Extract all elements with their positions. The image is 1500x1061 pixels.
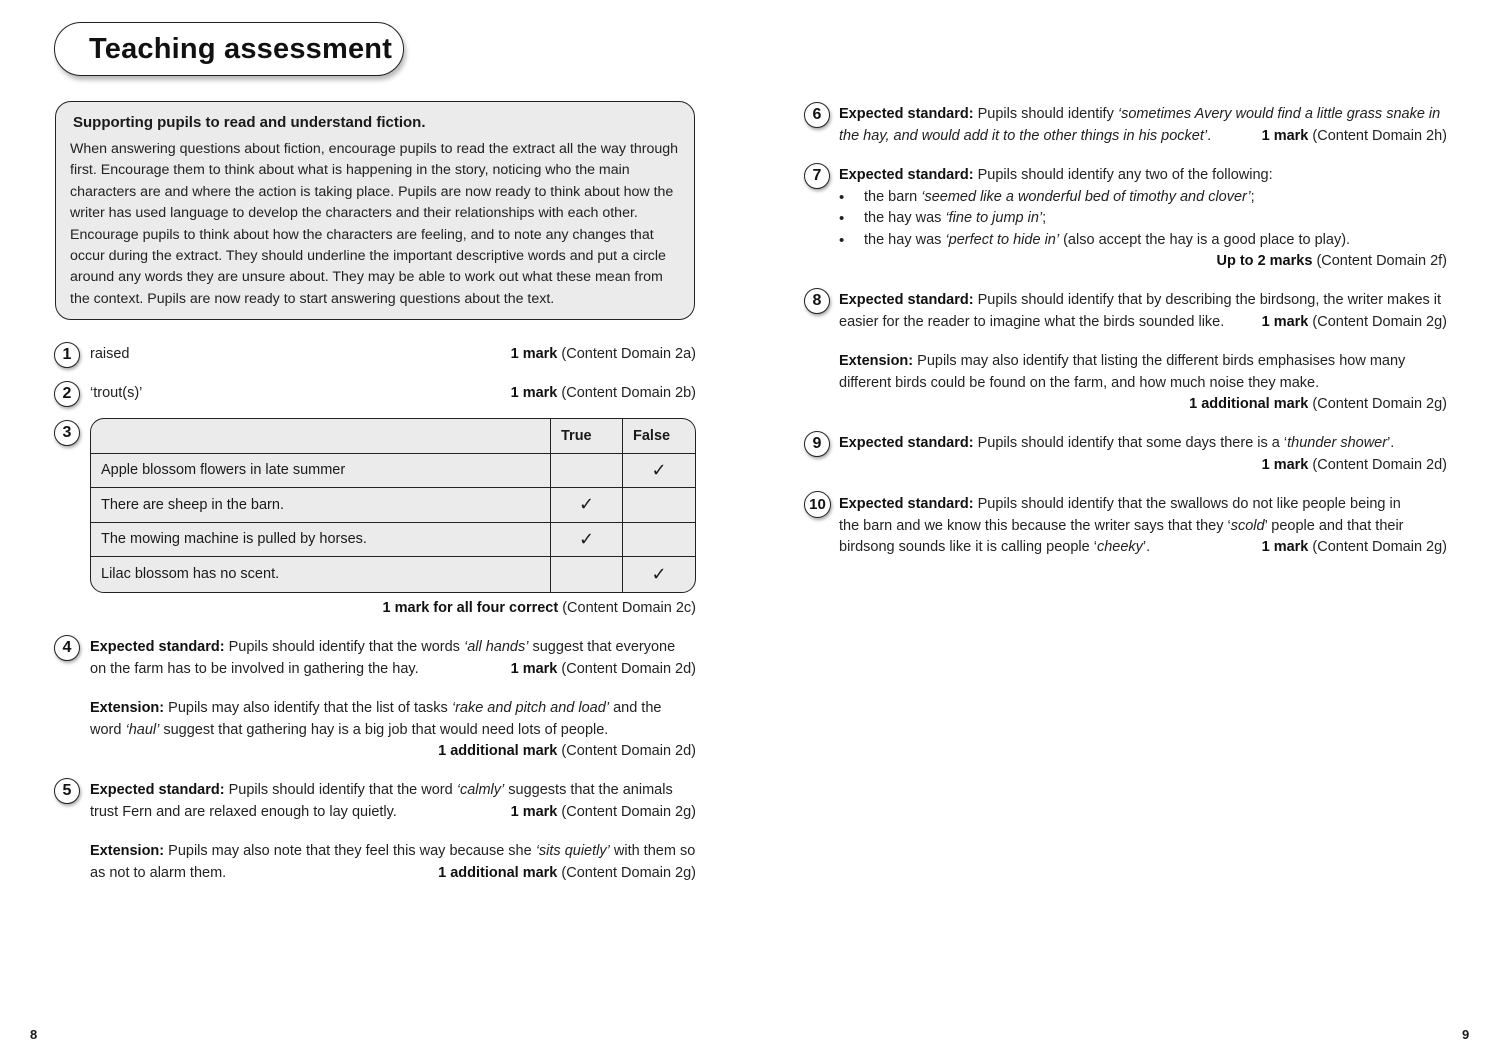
q5-expected-line2	[90, 802, 696, 824]
q4-quote: ‘all hands’	[463, 639, 529, 655]
q4-extension-line1	[90, 698, 696, 720]
false-cell	[623, 488, 695, 523]
q1-mark-line	[511, 344, 696, 366]
q4-expected-line1	[90, 637, 696, 659]
question-10	[839, 494, 1447, 559]
q2-answer: ‘trout(s)’	[90, 385, 143, 401]
q7-quote: ‘perfect to hide in’	[945, 231, 1060, 248]
table-row	[91, 557, 695, 592]
question-number-6: 6	[804, 102, 830, 128]
q8-ext-text: Pupils may also identify that listing the different birds emphasises how many	[917, 353, 1406, 370]
q10-text: ’ people and that their	[1264, 517, 1404, 534]
q4-ext-quote: ‘rake and pitch and load’	[451, 700, 610, 717]
table-row	[91, 523, 695, 558]
q7-bullet-list	[839, 187, 1447, 252]
q5-text: trust Fern and are relaxed enough to lay quietly.	[90, 803, 397, 820]
false-cell	[623, 557, 695, 592]
q10-line3	[839, 537, 1150, 559]
q5-extension-line2	[90, 863, 696, 885]
q4-extension-line2	[90, 720, 696, 742]
true-cell	[551, 557, 623, 592]
q4-domain: (Content Domain 2d)	[561, 660, 696, 677]
support-panel	[55, 101, 695, 320]
table-header-row	[91, 419, 695, 454]
q6-quote: the hay, and would add it to the other things in his pocket’	[839, 127, 1208, 144]
q4-text: on the farm has to be involved in gathering the hay.	[90, 660, 419, 677]
check-mark-icon: ✓	[651, 563, 667, 584]
q6-text: Pupils should identify	[977, 106, 1118, 122]
q6-domain: (Content Domain 2h)	[1312, 127, 1447, 144]
q8-mark-line	[1262, 312, 1447, 334]
q4-ext-text: Pupils may also identify that the list of tasks	[168, 700, 452, 717]
list-item	[839, 230, 1447, 252]
q8-text: easier for the reader to imagine what the birds sounded like.	[839, 313, 1225, 330]
q8-expected-line1	[839, 290, 1447, 312]
q10-text: ’.	[1142, 539, 1151, 556]
support-body: When answering questions about fiction, encourage pupils to read the extract all the way through first. Encourage them to think about what is happening in the story, noticing who the main characters are and where the action is taking place. Pupils are now ready to think about how the writer has used language to develop the characters and their relationships with each other. Encourage pupils to think about how the characters are feeling, and to note any changes that occur during the extract. They should underline the important descriptive words and put a circle around any words they are unsure about. They may be able to work out what these mean from the context. Pupils are now ready to start answering questions about the text.	[70, 141, 679, 307]
expected-label: Expected standard:	[839, 106, 974, 122]
q5-ext-text: as not to alarm them.	[90, 864, 227, 881]
q1-mark: 1 mark	[510, 346, 558, 362]
q5-mark: 1 mark	[510, 803, 558, 820]
support-heading: Supporting pupils to read and understand fiction.	[73, 114, 426, 131]
q5-expected-line1	[90, 780, 696, 802]
q5-extension-line1	[90, 841, 696, 863]
table-row	[91, 454, 695, 489]
q4-text: Pupils should identify that the words	[228, 639, 464, 655]
q1-answer: raised	[90, 346, 130, 362]
q2-mark-line	[511, 383, 696, 405]
q6-quote: ‘sometimes Avery would find a little grass snake in	[1117, 106, 1441, 122]
q7-quote: ‘fine to jump in’	[945, 210, 1043, 227]
true-cell	[551, 523, 623, 558]
q5-mark-line	[511, 802, 696, 824]
q8-ext-mark: 1 additional mark	[1189, 396, 1309, 413]
statement-cell: There are sheep in the barn.	[91, 488, 551, 523]
q10-domain: (Content Domain 2g)	[1312, 539, 1447, 556]
q4-mark-line	[511, 659, 696, 681]
list-item	[839, 187, 1447, 209]
expected-label: Expected standard:	[839, 292, 974, 308]
check-mark-icon: ✓	[578, 528, 595, 549]
q10-mark-line	[1262, 537, 1447, 559]
q5-domain: (Content Domain 2g)	[561, 803, 696, 820]
q4-ext-domain: (Content Domain 2d)	[561, 743, 696, 760]
q6-line2	[839, 126, 1211, 148]
q6-expected-line2	[839, 126, 1447, 148]
q6-mark: 1 mark	[1261, 127, 1309, 144]
q7-text: Pupils should identify any two of the following:	[977, 167, 1273, 183]
true-cell	[551, 454, 623, 489]
q5-text: Pupils should identify that the word	[228, 782, 457, 798]
question-number-5: 5	[54, 778, 80, 804]
q8-mark: 1 mark	[1261, 313, 1309, 330]
table-row	[91, 488, 695, 523]
q5-ext-quote: ‘sits quietly’	[535, 843, 610, 860]
q2-mark: 1 mark	[510, 385, 558, 401]
q10-quote: cheeky	[1096, 539, 1143, 556]
question-5	[90, 780, 696, 884]
q7-text: ;	[1042, 210, 1047, 227]
q5-ext-mark: 1 additional mark	[438, 864, 558, 881]
q7-text: the barn	[864, 188, 922, 205]
q7-text: the hay was	[864, 231, 946, 248]
q5-ext-text: Pupils may also note that they feel this way because she	[168, 843, 536, 860]
q7-mark: Up to 2 marks	[1216, 253, 1313, 270]
q3-domain: (Content Domain 2c)	[562, 600, 696, 616]
q4-ext-mark: 1 additional mark	[438, 743, 558, 760]
q4-ext-text: and the	[609, 700, 662, 717]
true-false-table	[90, 418, 696, 593]
q10-quote: scold	[1230, 517, 1265, 534]
page-number-left: 8	[30, 1027, 38, 1042]
page-title: Teaching assessment	[89, 32, 393, 65]
q9-mark: 1 mark	[1261, 456, 1309, 473]
q5-ext-mark-line	[438, 863, 696, 885]
expected-label: Expected standard:	[90, 639, 225, 655]
q10-expected-line2	[839, 516, 1447, 538]
q4-mark: 1 mark	[510, 660, 558, 677]
table-header-statement	[91, 419, 551, 454]
q10-mark: 1 mark	[1261, 539, 1309, 556]
false-cell	[623, 523, 695, 558]
question-number-10: 10	[804, 491, 831, 518]
q5-quote: ‘calmly’	[456, 782, 505, 798]
q6-text: .	[1207, 127, 1212, 144]
q7-text: ;	[1250, 188, 1255, 205]
expected-label: Expected standard:	[90, 782, 225, 798]
expected-label: Expected standard:	[839, 167, 974, 183]
q9-quote: thunder shower	[1287, 435, 1388, 451]
expected-label: Expected standard:	[839, 435, 974, 451]
q3-mark: 1 mark for all four correct	[382, 600, 559, 616]
question-4	[90, 637, 696, 763]
extension-label: Extension:	[839, 353, 914, 370]
q2-domain: (Content Domain 2b)	[561, 385, 696, 401]
q8-ext-domain: (Content Domain 2g)	[1312, 396, 1447, 413]
question-number-9: 9	[804, 431, 830, 457]
question-number-4: 4	[54, 635, 80, 661]
q7-text: (also accept the hay is a good place to play).	[1059, 231, 1351, 248]
q3-mark-line	[90, 598, 696, 620]
q10-expected-line3	[839, 537, 1447, 559]
q6-mark-line	[1262, 126, 1447, 148]
q7-quote: ‘seemed like a wonderful bed of timothy and clover’	[921, 188, 1251, 205]
expected-label: Expected standard:	[839, 496, 974, 512]
statement-cell: The mowing machine is pulled by horses.	[91, 523, 551, 558]
extension-label: Extension:	[90, 700, 165, 717]
q8-text: Pupils should identify that by describing the birdsong, the writer makes it	[977, 292, 1442, 308]
extension-label: Extension:	[90, 843, 165, 860]
page-number-right: 9	[1462, 1027, 1470, 1042]
q5-ext-text: with them so	[609, 843, 696, 860]
q8-ext-mark-line	[839, 394, 1447, 416]
title-banner	[54, 22, 404, 76]
q7-expected-line1	[839, 165, 1447, 187]
true-cell	[551, 488, 623, 523]
false-cell	[623, 454, 695, 489]
question-number-3: 3	[54, 420, 80, 446]
q5-ext-domain: (Content Domain 2g)	[561, 864, 696, 881]
q4-text: suggest that everyone	[528, 639, 676, 655]
table-header-true: True	[551, 419, 623, 454]
q10-text: Pupils should identify that the swallows do not like people being in	[977, 496, 1401, 512]
q4-ext-quote: ‘haul’	[125, 721, 160, 738]
q8-extension-line1	[839, 351, 1447, 373]
q10-text: birdsong sounds like it is calling people ‘	[839, 539, 1097, 556]
table-header-false: False	[623, 419, 695, 454]
q8-domain: (Content Domain 2g)	[1312, 313, 1447, 330]
statement-cell: Apple blossom flowers in late summer	[91, 454, 551, 489]
q7-text: the hay was	[864, 210, 946, 227]
question-9	[839, 433, 1447, 476]
statement-cell: Lilac blossom has no scent.	[91, 557, 551, 592]
q4-ext-mark-line	[90, 741, 696, 763]
q7-domain: (Content Domain 2f)	[1316, 253, 1447, 270]
q6-expected-line1	[839, 104, 1447, 126]
q10-text: the barn and we know this because the writer says that they ‘	[839, 517, 1231, 534]
check-mark-icon: ✓	[578, 494, 595, 515]
q10-expected-line1	[839, 494, 1447, 516]
question-number-8: 8	[804, 288, 830, 314]
q8-expected-line2	[839, 312, 1447, 334]
q9-text: Pupils should identify that some days there is a ‘	[977, 435, 1288, 451]
question-7	[839, 165, 1447, 273]
q7-mark-line	[839, 251, 1447, 273]
q5-text: suggests that the animals	[504, 782, 673, 798]
question-2	[90, 383, 696, 405]
q4-ext-text: word	[90, 721, 126, 738]
question-number-2: 2	[54, 381, 80, 407]
check-mark-icon: ✓	[651, 459, 667, 480]
q4-expected-line2	[90, 659, 696, 681]
q9-text: ’.	[1387, 435, 1395, 451]
question-1	[90, 344, 696, 366]
question-number-1: 1	[54, 342, 80, 368]
question-8	[839, 290, 1447, 416]
q8-extension-line2: different birds could be found on the farm, and how much noise they make.	[839, 374, 1320, 391]
q1-domain: (Content Domain 2a)	[561, 346, 696, 362]
q9-expected-line1	[839, 433, 1447, 455]
q9-domain: (Content Domain 2d)	[1312, 456, 1447, 473]
question-number-7: 7	[804, 163, 830, 189]
q4-ext-text: suggest that gathering hay is a big job that would need lots of people.	[159, 721, 609, 738]
list-item	[839, 208, 1447, 230]
q9-mark-line	[839, 455, 1447, 477]
question-6	[839, 104, 1447, 147]
